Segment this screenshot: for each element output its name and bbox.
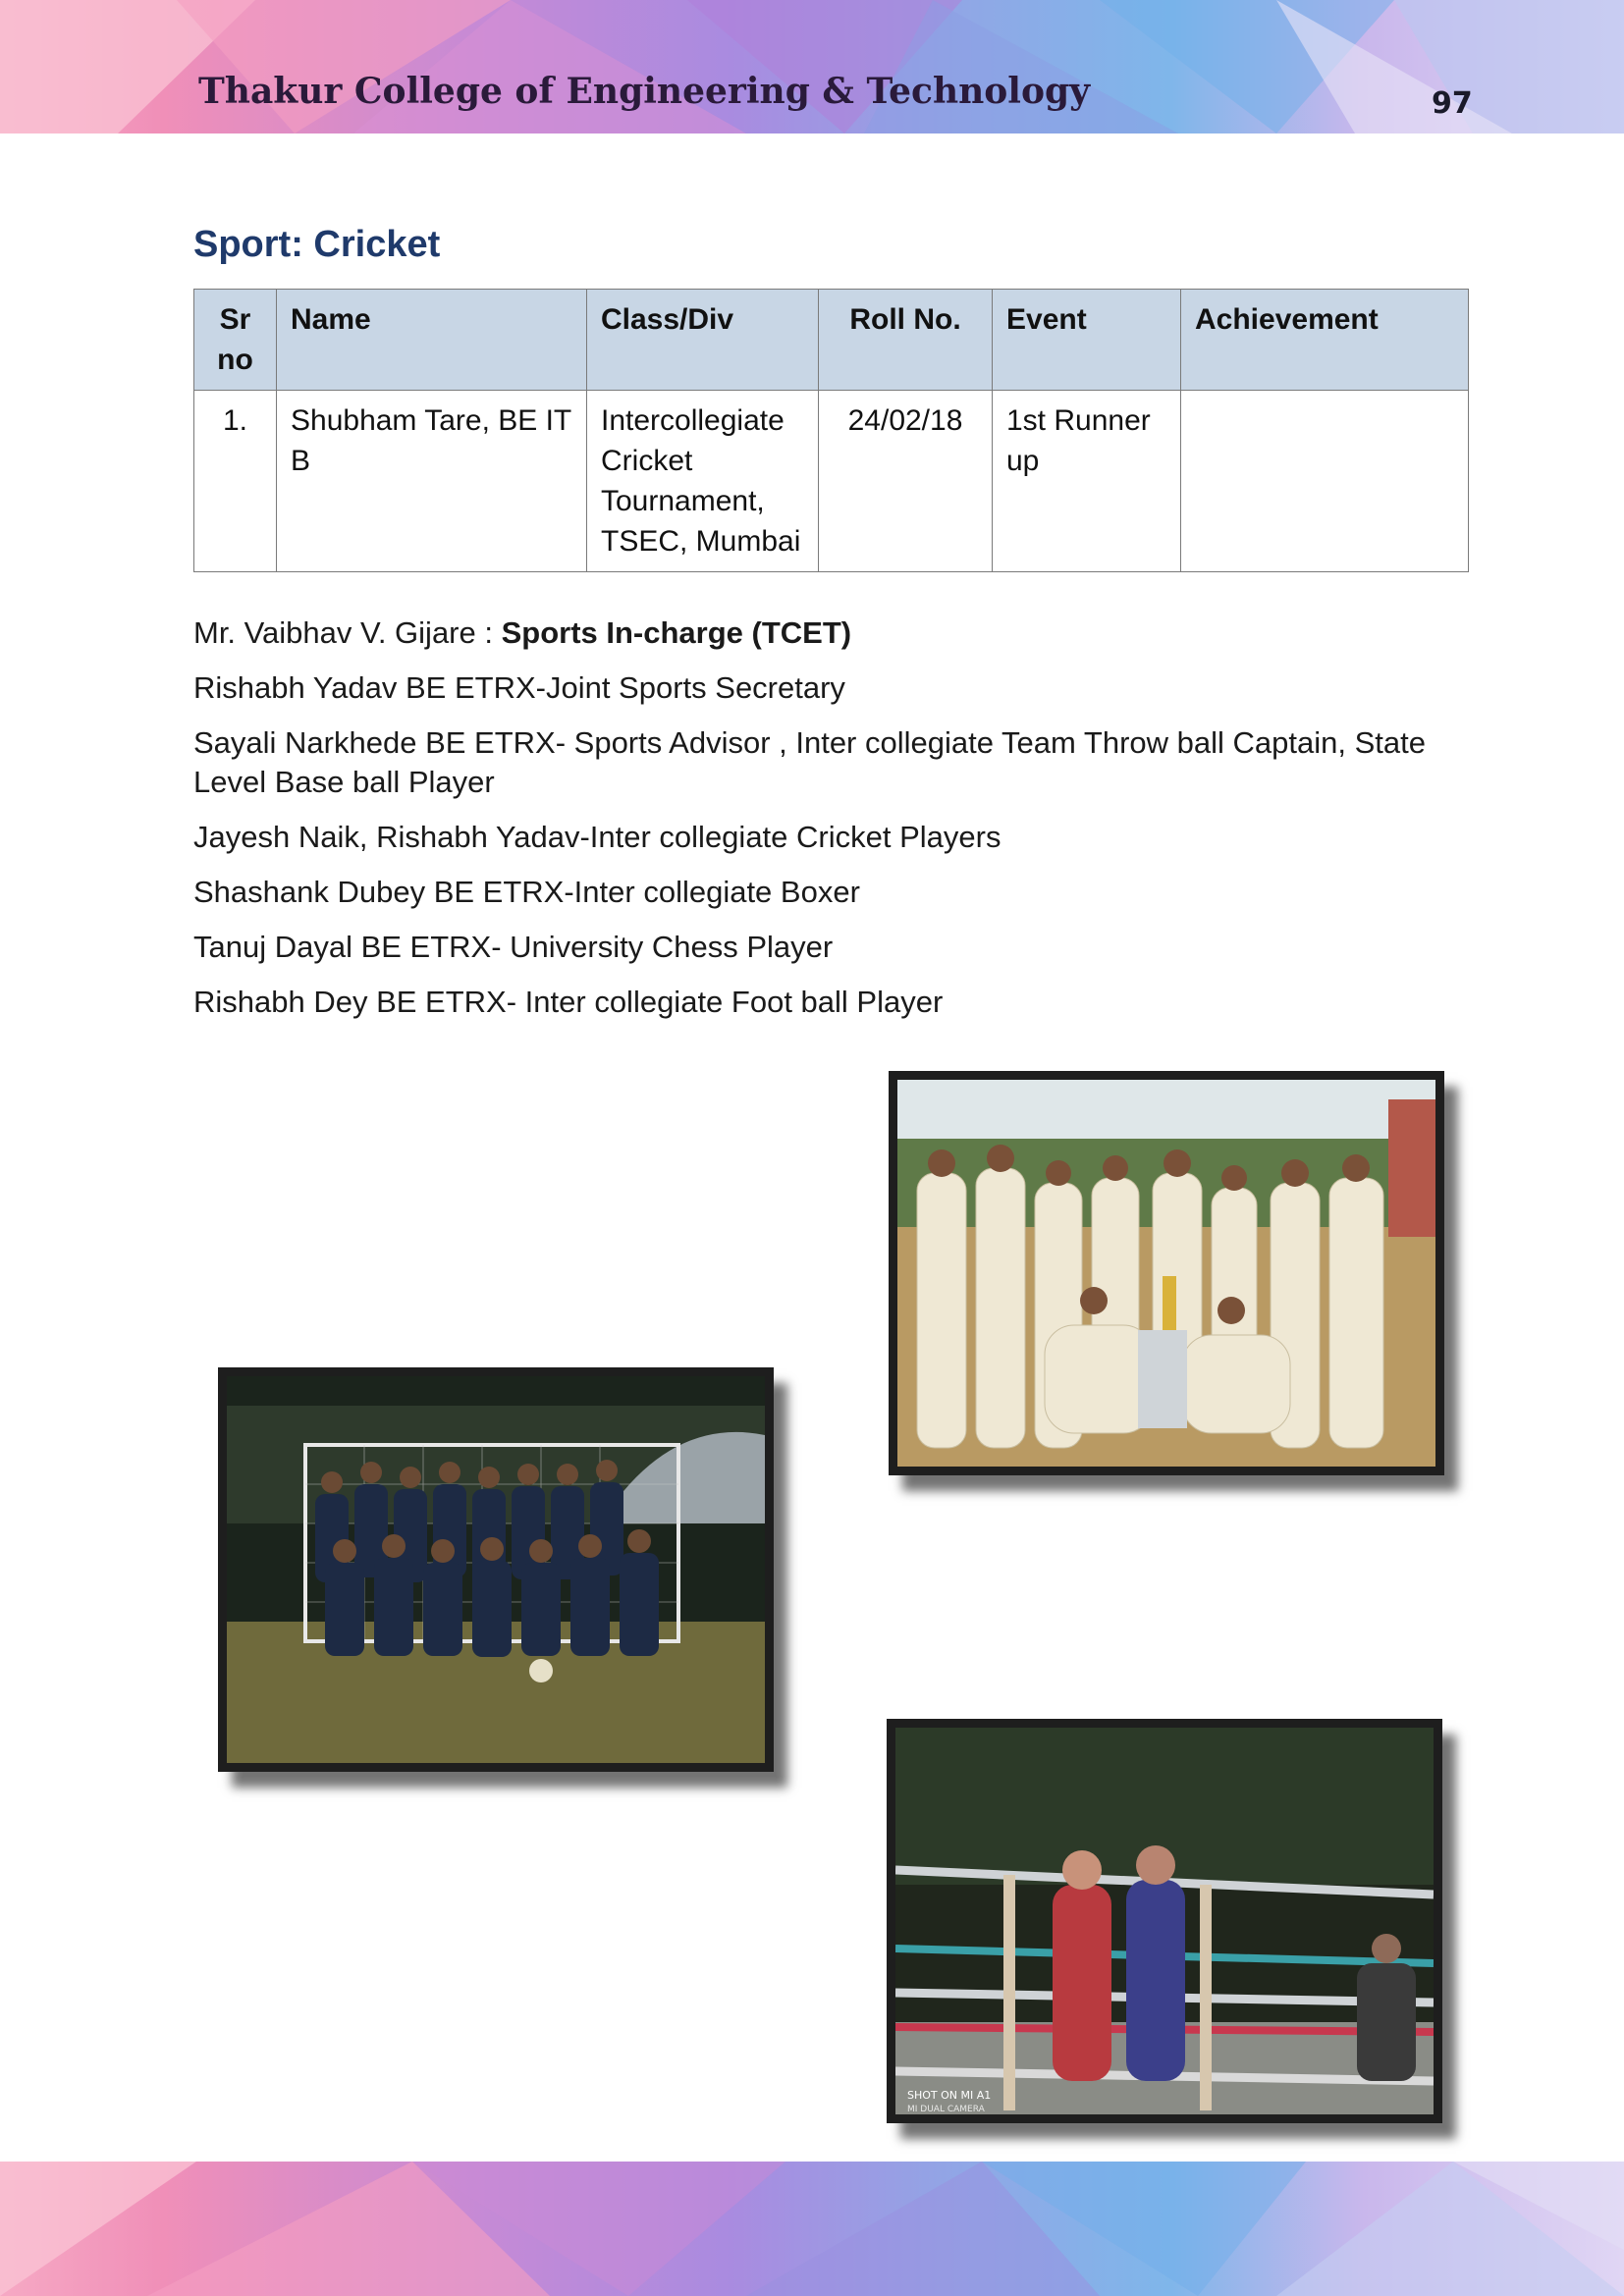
college-title: Thakur College of Engineering & Technology	[198, 71, 1091, 112]
col-header-sr-no: Sr no	[194, 290, 277, 391]
camera-watermark-line1: SHOT ON MI A1	[907, 2089, 992, 2102]
cell-roll-no: 24/02/18	[819, 391, 993, 572]
banner-pattern	[0, 0, 1624, 133]
camera-watermark-line2: MI DUAL CAMERA	[907, 2105, 985, 2114]
col-header-event: Event	[993, 290, 1181, 391]
cell-class-div: Intercollegiate Cricket Tournament, TSEC, Mumbai	[587, 391, 819, 572]
sports-incharge-line	[193, 614, 1480, 653]
col-header-achievement: Achievement	[1181, 290, 1469, 391]
list-item: Jayesh Naik, Rishabh Yadav-Inter collegiate Cricket Players	[193, 820, 1001, 854]
cell-name: Shubham Tare, BE IT B	[277, 391, 587, 572]
col-header-class-div: Class/Div	[587, 290, 819, 391]
cell-achievement	[1181, 391, 1469, 572]
incharge-role: Sports In-charge (TCET)	[501, 615, 852, 650]
list-item: Tanuj Dayal BE ETRX- University Chess Player	[193, 930, 834, 964]
achievement-table	[193, 289, 1469, 572]
page-number: 97	[1432, 86, 1473, 121]
boxing-photo	[887, 1719, 1442, 2123]
list-item: Sayali Narkhede BE ETRX- Sports Advisor , Inter collegiate Team Throw ball Captain, State Level Base ball Player	[193, 725, 1426, 799]
list-item: Rishabh Dey BE ETRX- Inter collegiate Foot ball Player	[193, 985, 944, 1019]
col-header-name: Name	[277, 290, 587, 391]
table-row	[194, 391, 1469, 572]
cricket-team-photo	[889, 1071, 1444, 1475]
list-item: Rishabh Yadav BE ETRX-Joint Sports Secretary	[193, 670, 845, 705]
sports-staff-list	[193, 614, 1480, 1038]
football-team-photo	[218, 1367, 774, 1772]
section-heading: Sport: Cricket	[193, 224, 441, 265]
cell-event: 1st Runner up	[993, 391, 1181, 572]
list-item: Shashank Dubey BE ETRX-Inter collegiate Boxer	[193, 875, 860, 909]
col-header-roll-no: Roll No.	[819, 290, 993, 391]
incharge-name: Mr. Vaibhav V. Gijare :	[193, 615, 502, 650]
table-header-row	[194, 290, 1469, 391]
footer-banner	[0, 2162, 1624, 2296]
header-banner	[0, 0, 1624, 133]
cell-sr-no: 1.	[194, 391, 277, 572]
footer-banner-pattern	[0, 2162, 1624, 2296]
